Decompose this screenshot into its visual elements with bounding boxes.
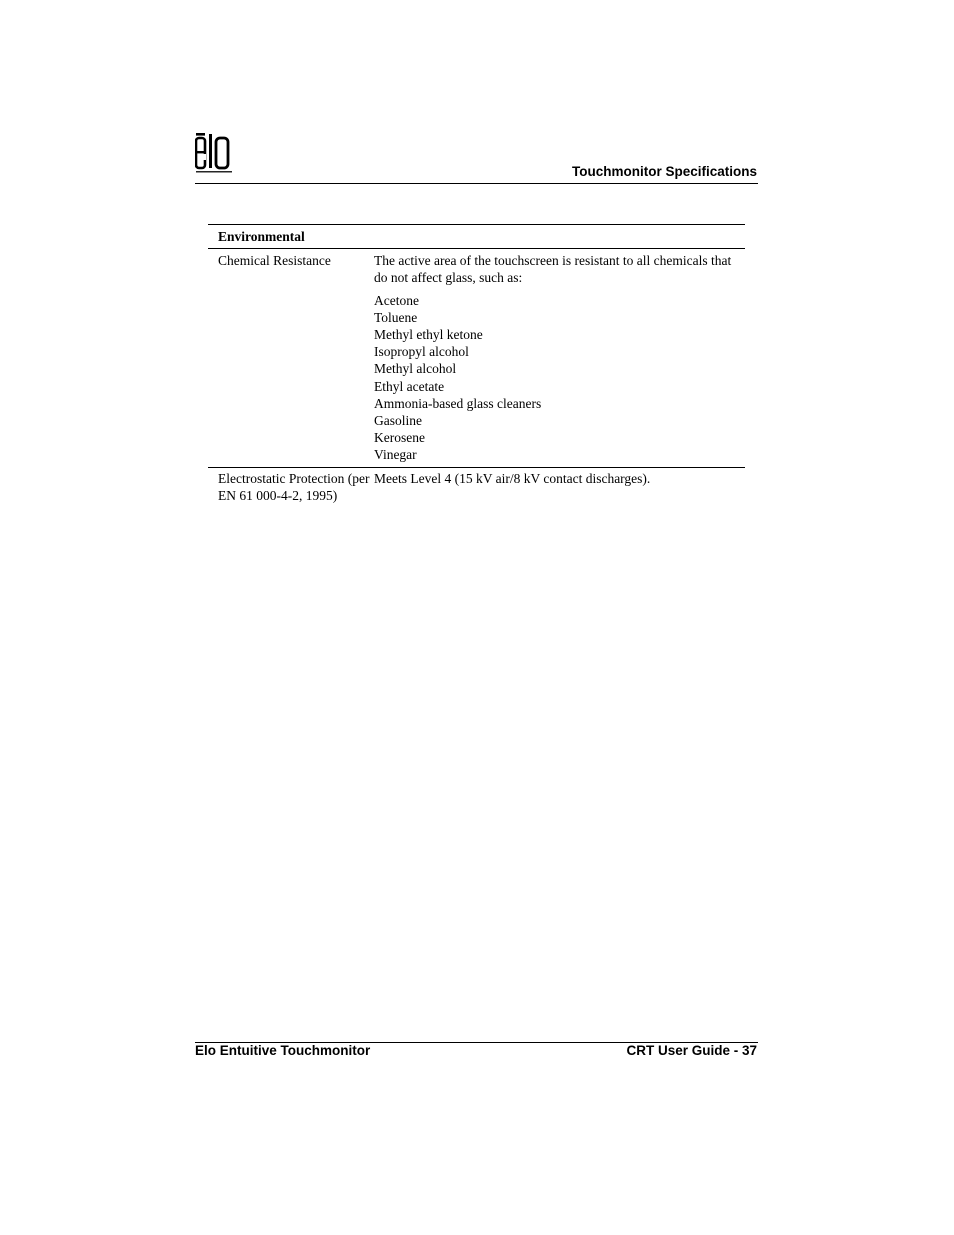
row-label: Chemical Resistance [218, 253, 331, 269]
list-item: Isopropyl alcohol [374, 344, 469, 360]
list-item: Methyl alcohol [374, 361, 457, 377]
elo-touchsystems-logo [195, 132, 235, 176]
row-label: Electrostatic Protection (per EN 61 000-4-2, 1995) [218, 470, 370, 503]
table-row [208, 467, 745, 504]
list-item: Methyl ethyl ketone [374, 327, 483, 343]
list-item: Gasoline [374, 413, 422, 429]
list-item: Kerosene [374, 430, 425, 446]
elo-logo-icon [195, 132, 235, 176]
list-item: Ammonia-based glass cleaners [374, 395, 542, 411]
list-item: Toluene [374, 309, 418, 325]
running-header-title: Touchmonitor Specifications [571, 164, 757, 179]
footer-page-label: CRT User Guide - 37 [626, 1043, 757, 1058]
chemical-intro: The active area of the touchscreen is resistant to all chemicals that do not affect glass, such as: [374, 253, 732, 286]
row-value: Meets Level 4 (15 kV air/8 kV contact discharges). [374, 470, 651, 486]
list-item: Vinegar [374, 447, 417, 463]
chemical-list [374, 292, 745, 464]
header-rule [195, 183, 758, 184]
list-item: Acetone [374, 292, 419, 308]
list-item: Ethyl acetate [374, 378, 445, 394]
footer-product-name: Elo Entuitive Touchmonitor [195, 1043, 371, 1058]
environmental-spec-table [208, 224, 745, 504]
section-heading: Environmental [208, 224, 745, 249]
table-row [208, 249, 745, 466]
row-value [374, 252, 745, 463]
